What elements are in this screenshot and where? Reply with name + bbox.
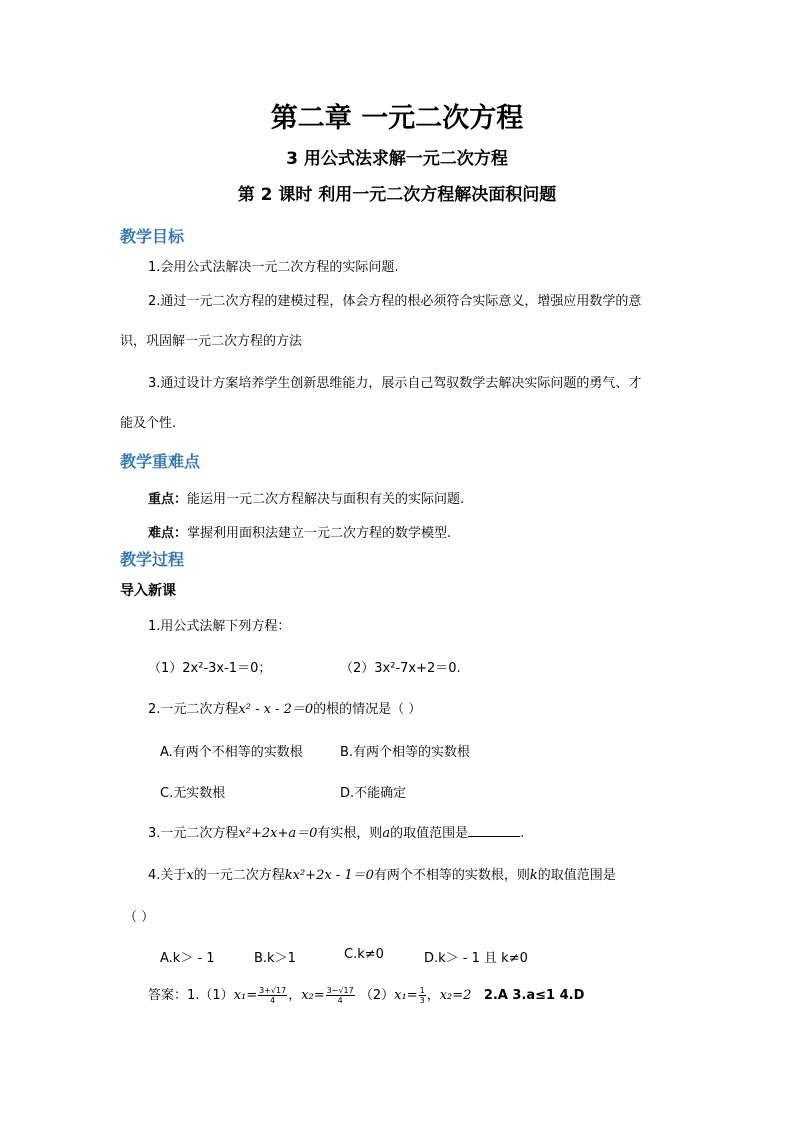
q2-option-d: D.不能确定 [340, 786, 407, 801]
answer-x1-fraction [258, 986, 287, 1005]
objective-item-1: 1.会用公式法解决一元二次方程的实际问题. [148, 260, 399, 275]
q1-b-equation: 3x²-7x+2＝0. [374, 661, 461, 676]
q4-a: 4.关于 [148, 868, 187, 883]
q2-option-c: C.无实数根 [160, 786, 226, 801]
q4-variable-k: k [529, 868, 538, 883]
q2-prefix: 2.一元二次方程 [148, 702, 239, 717]
q4-option-b: B.k＞1 [254, 951, 296, 966]
q3-mid: 有实根，则 [317, 826, 383, 841]
answers-line [148, 984, 584, 1005]
q2-option-a: A.有两个不相等的实数根 [160, 745, 303, 760]
objective-item-3-line-2: 能及个性. [120, 416, 177, 431]
answer-x1b: x₁= [394, 988, 418, 1003]
difficulty-text: 掌握利用面积法建立一元二次方程的数学模型. [187, 526, 452, 541]
q3-variable: a [382, 826, 391, 841]
question-1: 1.用公式法解下列方程： [148, 619, 291, 634]
answer-x1-denominator: 4 [270, 996, 276, 1005]
answer-rest: 2.A 3.a≤1 4.D [483, 988, 585, 1003]
question-2 [148, 698, 421, 717]
focus-label: 重点： [148, 492, 188, 507]
answer-comma-2: ， [426, 988, 440, 1003]
focus-line [148, 488, 464, 507]
q3-suffix: 的取值范围是 [390, 826, 469, 841]
q2-option-b: B.有两个相等的实数根 [340, 745, 471, 760]
lesson-title: 第 2 课时 利用一元二次方程解决面积问题 [237, 185, 557, 205]
answer-x2: x₂= [301, 988, 325, 1003]
q3-answer-blank [468, 823, 520, 837]
q4-b: 的一元二次方程 [193, 868, 285, 883]
q2-suffix: 的根的情况是（ ） [313, 702, 422, 717]
intro-heading: 导入新课 [120, 583, 176, 599]
objectives-heading: 教学目标 [120, 227, 185, 246]
answer-x2-denominator: 4 [337, 996, 343, 1005]
question-1-part-b [340, 657, 461, 676]
q3-equation: x²+2x+a＝0 [238, 826, 318, 841]
answer-x1b-denominator: 3 [419, 996, 425, 1005]
question-3 [148, 822, 524, 841]
q4-c: 有两个不相等的实数根，则 [373, 868, 530, 883]
objective-item-3-line-1: 3.通过设计方案培养学生创新思维能力，展示自己驾驭数学去解决实际问题的勇气、才 [148, 376, 642, 391]
q1-a-equation: 2x²-3x-1＝0； [182, 661, 272, 676]
q2-equation: x² - x - 2＝0 [238, 702, 314, 717]
chapter-title: 第二章 一元二次方程 [270, 103, 524, 134]
q1-b-label: （2） [340, 661, 375, 676]
answer-x1-numerator: 3+√17 [259, 986, 287, 995]
section-title: 3 用公式法求解一元二次方程 [286, 149, 508, 169]
q3-prefix: 3.一元二次方程 [148, 826, 239, 841]
q4-d: 的取值范围是 [537, 868, 616, 883]
question-4 [148, 864, 616, 883]
answer-part-2: （2） [359, 988, 395, 1003]
q4-option-a: A.k＞ - 1 [160, 951, 215, 966]
q3-end: . [520, 826, 525, 841]
difficulty-line [148, 522, 451, 541]
answer-x2-numerator: 3−√17 [326, 986, 354, 995]
focus-text: 能运用一元二次方程解决与面积有关的实际问题. [187, 492, 465, 507]
objective-item-2-line-1: 2.通过一元二次方程的建模过程，体会方程的根必须符合实际意义，增强应用数学的意 [148, 294, 642, 309]
q1-a-label: （1） [148, 661, 183, 676]
answer-x1b-numerator: 1 [419, 986, 425, 995]
answers-label: 答案：1.（1） [148, 988, 234, 1003]
objective-item-2-line-2: 识，巩固解一元二次方程的方法 [120, 334, 303, 349]
q4-option-c: C.k≠0 [344, 947, 384, 962]
answer-comma: ， [288, 988, 302, 1003]
answer-x2b: x₂=2 [439, 988, 472, 1003]
answer-x1b-fraction [419, 986, 426, 1005]
q4-option-d: D.k＞ - 1 且 k≠0 [424, 951, 528, 966]
key-points-heading: 教学重难点 [120, 452, 201, 471]
question-1-part-a [148, 657, 271, 676]
q4-equation: kx²+2x - 1＝0 [284, 868, 374, 883]
q4-answer-paren: （ ） [124, 910, 155, 925]
q4-variable-x: x [186, 868, 194, 883]
difficulty-label: 难点： [148, 526, 188, 541]
answer-x1: x₁= [233, 988, 258, 1003]
answer-x2-fraction [326, 986, 355, 1005]
process-heading: 教学过程 [120, 550, 185, 569]
